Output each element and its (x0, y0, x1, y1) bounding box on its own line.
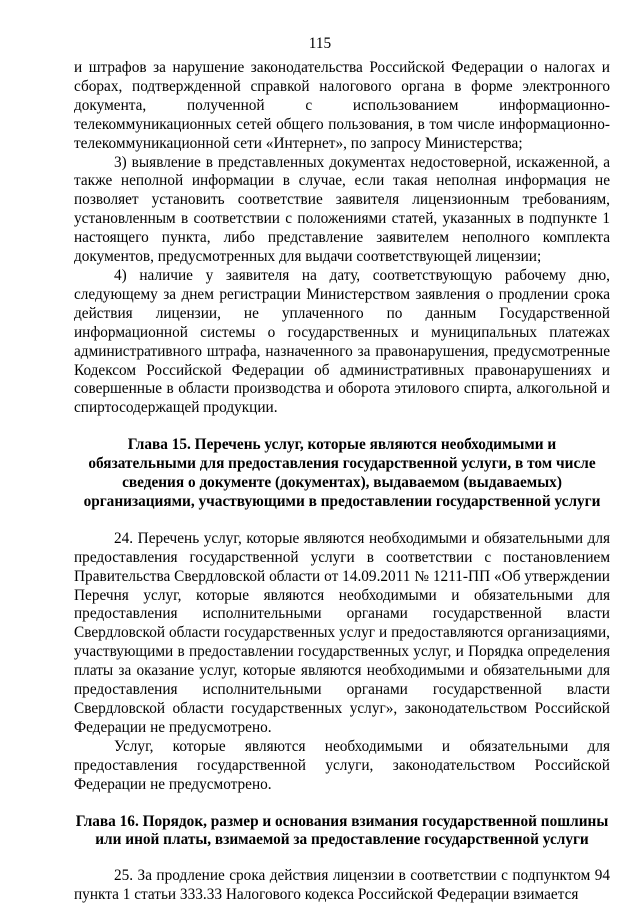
chapter-15-heading: Глава 15. Перечень услуг, которые являются необходимыми и обязательными для предоставления государственной услуги, в том числе сведения о документе (документах), выдаваемом (выдаваемых) организациями, участвующими в предоставлении государственной услуги (83, 436, 601, 510)
spacer (74, 850, 610, 867)
spacer (74, 512, 610, 530)
spacer (74, 418, 610, 436)
paragraph-services-not-provided: Услуг, которые являются необходимыми и обязательными для предоставления государственной услуги, законодательством Российской Федерации не предусмотрено. (74, 737, 610, 793)
chapter-16-heading: Глава 16. Порядок, размер и основания взимания государственной пошлины или иной платы, взимаемой за предоставление государственной услуги (75, 812, 609, 849)
paragraph-item-4-unpaid-fine: 4) наличие у заявителя на дату, соответствующую рабочему дню, следующему за днем регистрации Министерством заявления о продлении срока действия лицензии, не уплаченного по данным Государственной информационной системы о государственных и муниципальных платежах административного штрафа, назначенного за правонарушения, предусмотренные Кодексом Российской Федерации об административных правонарушениях и совершенные в области производства и оборота этилового спирта, алкогольной и спиртосодержащей продукции. (74, 266, 610, 417)
paragraph-24-services-list: 24. Перечень услуг, которые являются необходимыми и обязательными для предоставления государственной услуги в соответствии с постановлением Правительства Свердловской области от 14.09.2011 № 1211-ПП «Об утверждении Перечня услуг, которые являются необходимыми и обязательными для предоставления исполнительными органами государственной власти Свердловской области государственных услуг и предоставляются организациями, участвующими в предоставлении государственных услуг, и Порядка определения платы за оказание услуг, которые являются необходимыми и обязательными для предоставления исполнительными органами государственной власти Свердловской области государственных услуг», законодательством Российской Федерации не предусмотрено. (74, 529, 610, 736)
paragraph-item-3-false-information: 3) выявление в представленных документах недостоверной, искаженной, а также неполной информации в случае, если такая неполная информация не позволяет установить соответствие заявителя лицензионным требованиям, установленным в соответствии с положениями статей, указанных в подпункте 1 настоящего пункта, либо представление заявителем неполного комплекта документов, предусмотренных для выдачи соответствующей лицензии; (74, 153, 610, 266)
document-body (74, 59, 610, 905)
spacer (74, 795, 610, 813)
page-number: 115 (308, 35, 332, 52)
paragraph-tax-debt-continuation: и штрафов за нарушение законодательства Российской Федерации о налогах и сборах, подтвержденной справкой налогового органа в форме электронного документа, полученной с использованием информационно-телекоммуникационных сетей общего пользования, в том числе информационно-телекоммуникационной сети «Интернет», по запросу Министерства; (74, 59, 610, 152)
paragraph-25-state-fee: 25. За продление срока действия лицензии в соответствии с подпунктом 94 пункта 1 статьи 333.33 Налогового кодекса Российской Федерации взимается (74, 867, 610, 904)
